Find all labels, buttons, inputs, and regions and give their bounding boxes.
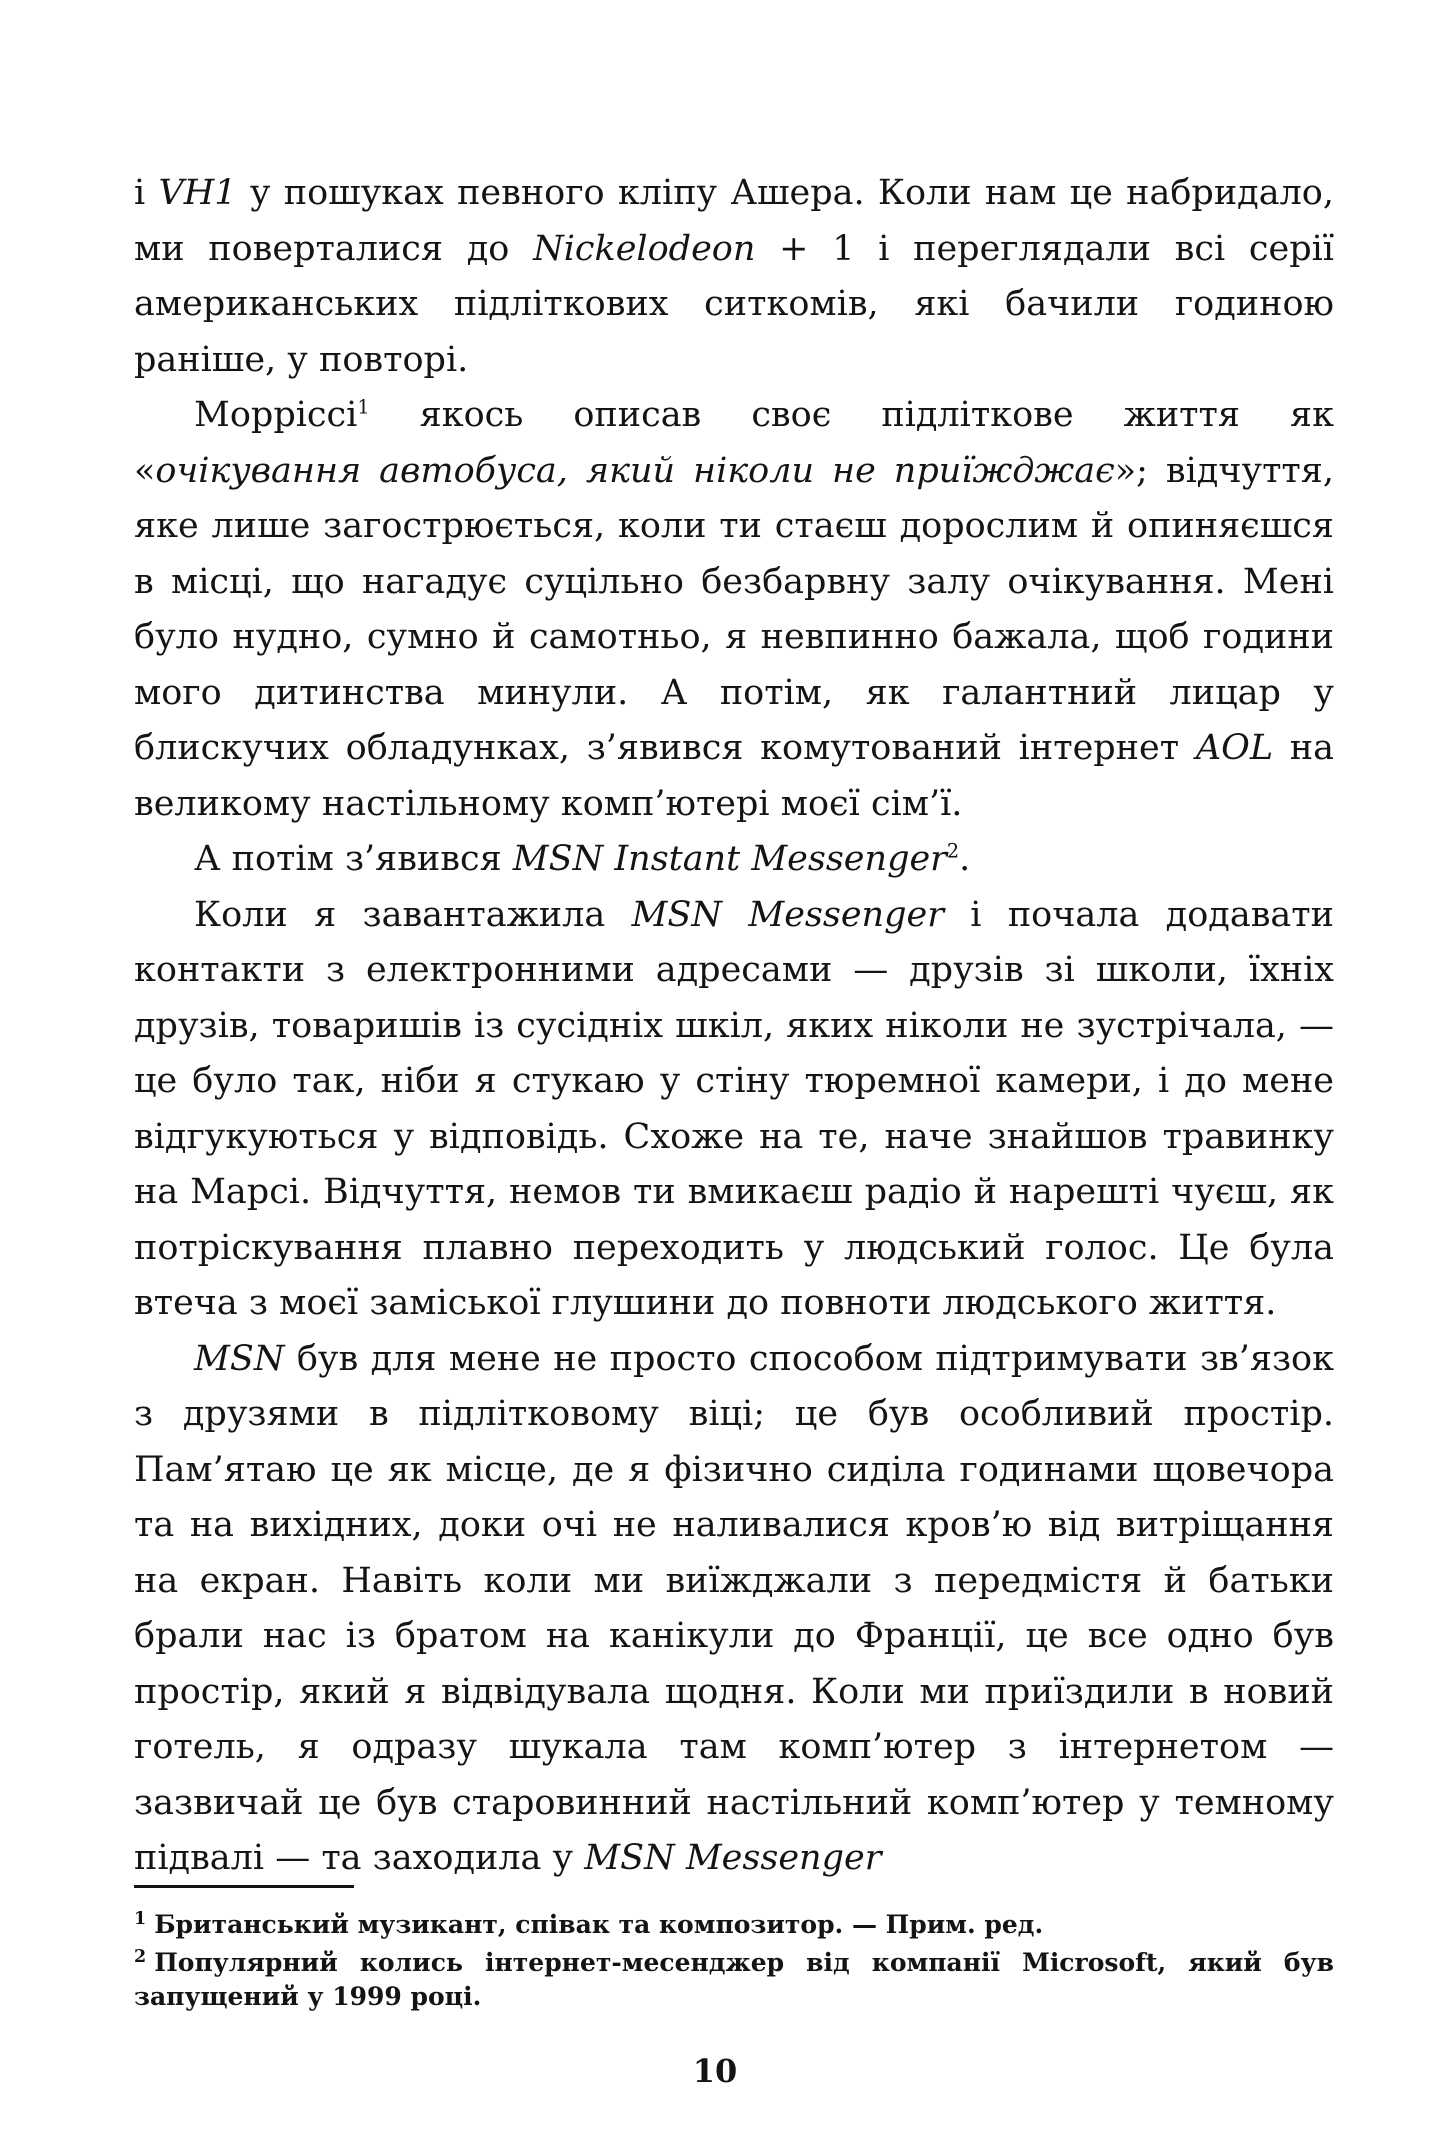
text-run: А потім з’явився bbox=[194, 839, 513, 879]
text-run: і bbox=[134, 173, 159, 213]
paragraph bbox=[134, 832, 1334, 888]
text-run: , який був запущений у 1999 році. bbox=[134, 1948, 1334, 2011]
italic-text: Microsoft bbox=[1022, 1948, 1158, 1977]
footnote-number: 2 bbox=[134, 1946, 147, 1967]
footnote-number: 1 bbox=[134, 1908, 147, 1929]
text-run: Морріссі bbox=[194, 395, 358, 435]
text-run: був для мене не просто способом підтримувати зв’язок з друзями в підлітковому віці; це був особливий простір. Пам’ятаю це як місце, де я фізично сиділа годинами щовечора та на вихідних, доки очі не наливалися кров’ю від витріщання на екран. Навіть коли ми виїжджали з передмістя й батьки брали нас із братом на канікули до Франції, це все одно був простір, який я відвідувала щодня. Коли ми приїздили в новий готель, я одразу шукала там комп’ютер з інтернетом — зазвичай це був старовинний настільний комп’ютер у темному підвалі — та заходила у bbox=[134, 1338, 1334, 1878]
paragraph bbox=[134, 888, 1334, 1332]
italic-text: AOL bbox=[1195, 728, 1274, 768]
italic-text: MSN bbox=[194, 1338, 285, 1379]
italic-text: MSN Messenger bbox=[584, 1838, 882, 1878]
footnote-reference: 2 bbox=[946, 839, 960, 863]
italic-text: Nickelodeon bbox=[533, 228, 756, 269]
footnote-separator bbox=[134, 1885, 354, 1888]
page-body bbox=[134, 166, 1334, 1887]
text-run: і почала додавати контакти з електронними адресами — друзів зі школи, їхніх друзів, товаришів із сусідніх шкіл, яких ніколи не зустрічала, — це було так, ніби я стукаю у стіну тюремної камери, і до мене відгукуються у відповідь. Схоже на те, наче знайшов травинку на Марсі. Відчуття, немов ти вмикаєш радіо й нарешті чуєш, як потріскування плавно переходить у людський голос. Це була втеча з моєї заміської глушини до повноти людського життя. bbox=[134, 894, 1334, 1323]
text-run: якось описав своє підліткове життя як « bbox=[134, 395, 1334, 491]
text-run: у пошуках певного кліпу Ашера. Коли нам це набридало, ми поверталися до bbox=[134, 173, 1334, 269]
paragraph bbox=[134, 1332, 1334, 1887]
footnote bbox=[134, 1908, 1334, 1942]
text-run: . bbox=[959, 839, 971, 879]
page-number: 10 bbox=[692, 2052, 738, 2090]
text-run: Популярний колись інтернет-месенджер від компанії bbox=[154, 1948, 1023, 1977]
italic-text: VH1 bbox=[158, 173, 237, 213]
paragraph bbox=[134, 388, 1334, 832]
italic-text: MSN Messenger bbox=[631, 894, 944, 935]
italic-text: очікування автобуса, який ніколи не приїжджає bbox=[155, 450, 1115, 491]
italic-text: MSN Instant Messenger bbox=[512, 839, 947, 879]
paragraph bbox=[134, 166, 1334, 388]
footnote-reference: 1 bbox=[357, 395, 370, 419]
text-run: »; відчуття, яке лише загострюється, коли ти стаєш дорослим й опиняєшся в місці, що нагадує суцільно безбарвну залу очікування. Мені було нудно, сумно й самотньо, я невпинно бажала, щоб години мого дитинства минули. А потім, як галантний лицар у блискучих обладунках, з’явився комутований інтернет bbox=[134, 450, 1334, 768]
text-run: + 1 і переглядали всі серії американських підліткових ситкомів, які бачили годиною раніше, у повторі. bbox=[134, 228, 1335, 380]
text-run: на великому настільному комп’ютері моєї сім’ї. bbox=[134, 728, 1335, 824]
text-run: Британський музикант, співак та композитор. — Прим. ред. bbox=[154, 1910, 1044, 1939]
footnote bbox=[134, 1946, 1334, 2014]
text-run: Коли я завантажила bbox=[194, 894, 632, 935]
footnotes bbox=[134, 1908, 1334, 2018]
